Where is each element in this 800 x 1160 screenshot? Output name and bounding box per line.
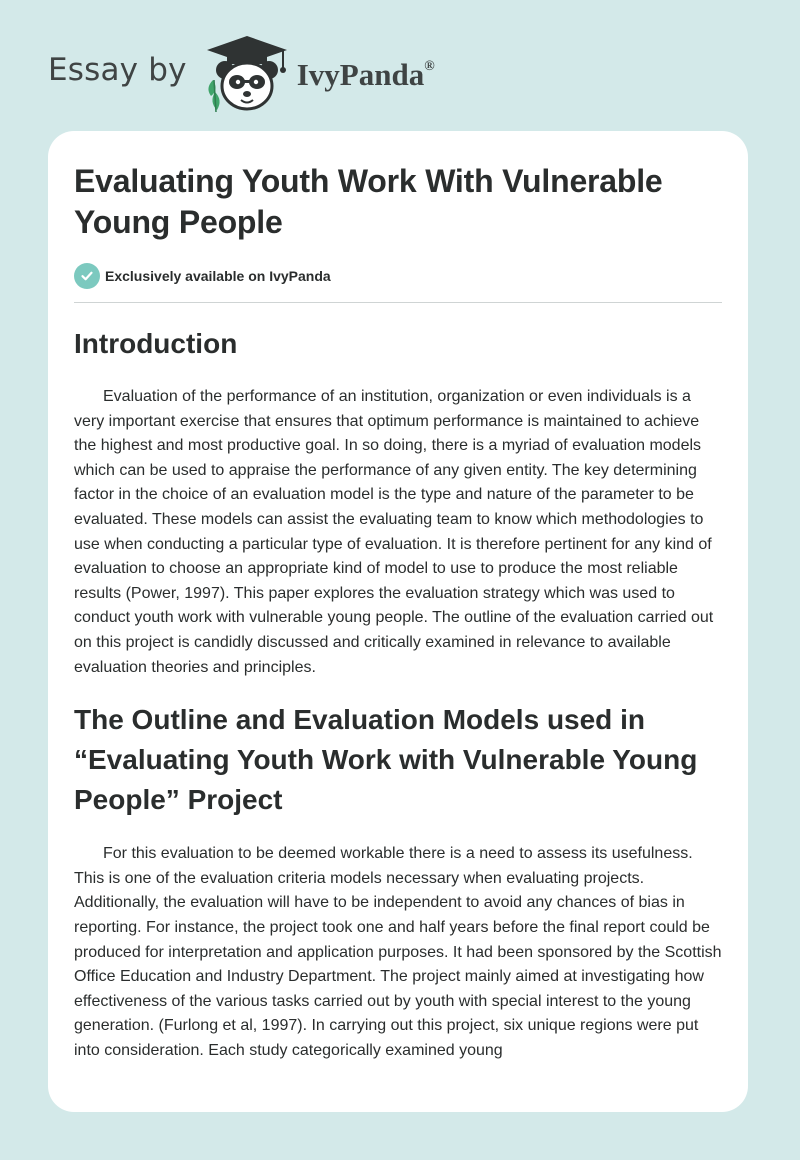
section-body-introduction: Evaluation of the performance of an institution, organization or even individuals is a very important exercise that ensures that optimum performance is maintained to achieve the highest and most productive goal. In so doing, there is a myriad of evaluation models which can be used to appraise the performance of any given entity. The key determining factor in the choice of an evaluation model is the type and nature of the parameter to be evaluated. These models can assist the evaluating team to know which methodologies to use when conducting a particular type of evaluation. It is therefore pertinent for any kind of evaluation to choose an appropriate kind of model to use to produce the most reliable results (Power, 1997). This paper explores the evaluation strategy which was used to conduct youth work with vulnerable young people. The outline of the evaluation carried out on this project is candidly discussed and critically examined in relevance to available evaluation theories and principles. (74, 388, 714, 676)
title-divider (74, 302, 722, 303)
registered-mark: ® (424, 58, 435, 74)
essay-by-label: Essay by (48, 52, 187, 88)
section-body-outline: For this evaluation to be deemed workable there is a need to assess its usefulness. This is one of the evaluation criteria models necessary when evaluating projects. Additionally, the evaluation will have to be independent to avoid any chances of bias in reporting. For instance, the project took one and half years before the final report could be produced for interpretation and application purposes. It had been sponsored by the Scottish Office Education and Industry Department. The project mainly aimed at investigating how effectiveness of the various tasks carried out by youth with special interest to the young generation. (Furlong et al, 1997). In carrying out this project, six unique regions were put into consideration. Each study categorically examined young (74, 845, 722, 1059)
check-circle-icon (74, 263, 100, 289)
exclusive-badge-label: Exclusively available on IvyPanda (105, 268, 331, 284)
exclusive-badge (74, 263, 722, 289)
brand-name: IvyPanda® (296, 57, 435, 92)
section-heading-introduction: Introduction (74, 328, 238, 359)
essay-card (48, 131, 748, 1112)
brand-header (48, 34, 435, 114)
essay-title: Evaluating Youth Work With Vulnerable Young People (74, 163, 663, 240)
ivypanda-logo-icon[interactable] (201, 34, 293, 114)
section-heading-outline: The Outline and Evaluation Models used in “Evaluating Youth Work with Vulnerable Young People” Project (74, 704, 698, 816)
